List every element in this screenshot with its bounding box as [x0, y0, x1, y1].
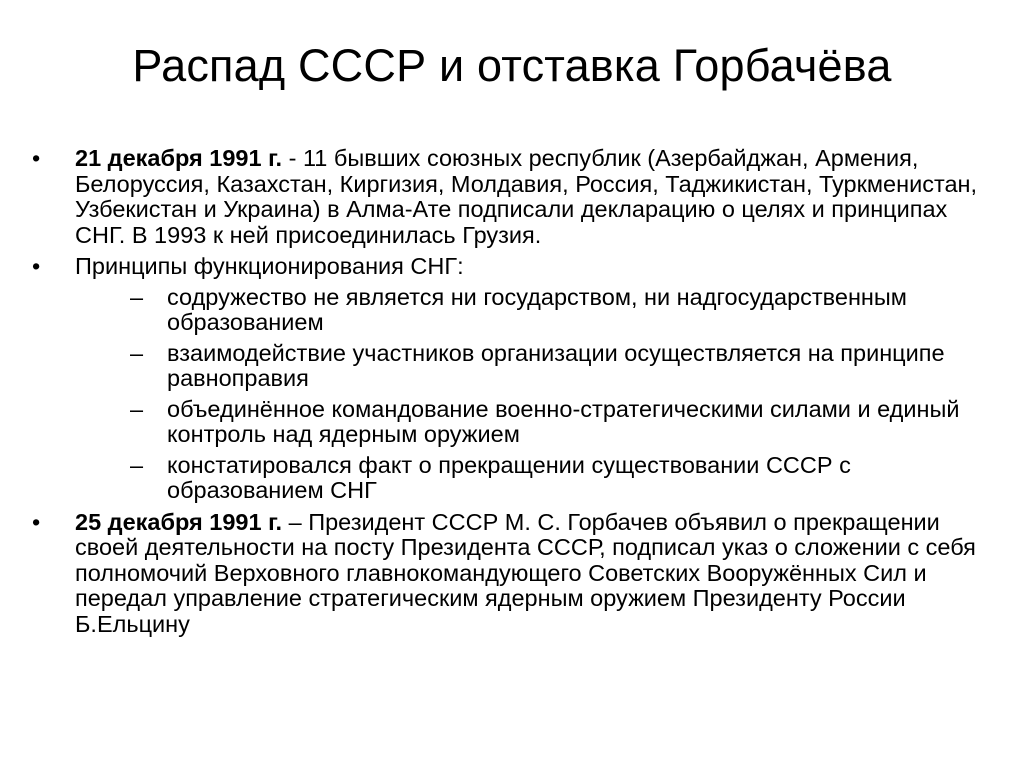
sub-item-text: содружество не является ни государством, ни надгосударственным образованием [167, 283, 907, 335]
sub-list-item [75, 397, 990, 448]
bullet-text: - 11 бывших союзных республик (Азербайджан, Армения, Белоруссия, Казахстан, Киргизия, Молдавия, Россия, Таджикистан, Туркменистан, Узбекистан и Украина) в Алма-Ате подписали декларацию о целях и принципах СНГ. В 1993 к ней присоединилась Грузия. [75, 145, 978, 248]
bullet-marker: • [32, 253, 41, 279]
sub-list-item [75, 285, 990, 336]
sub-marker: – [130, 451, 144, 478]
sub-list-item [75, 341, 990, 392]
sub-marker: – [130, 283, 144, 310]
sub-item-text: объединённое командование военно-стратегическими силами и единый контроль над ядерным оружием [167, 395, 960, 447]
bullet-marker: • [32, 508, 41, 535]
slide-title: Распад СССР и отставка Горбачёва [132, 40, 892, 91]
sub-marker: – [130, 395, 144, 422]
bullet-date: 21 декабря 1991 г. [75, 145, 283, 171]
sub-list [75, 285, 990, 504]
bullet-marker: • [32, 145, 41, 171]
sub-item-text: констатировался факт о прекращении существовании СССР с образованием СНГ [167, 451, 851, 503]
bullet-item [30, 254, 990, 504]
sub-marker: – [130, 339, 144, 366]
bullet-text: Принципы функционирования СНГ: [75, 253, 464, 279]
sub-item-text: взаимодействие участников организации осуществляется на принципе равноправия [167, 339, 945, 391]
bullet-text: – Президент СССР М. С. Горбачев объявил о прекращении своей деятельности на посту Президента СССР, подписал указ о сложении с себя полномочий Верховного главнокомандующего Советских Вооружённых Сил и передал управление стратегическим ядерным оружием Президенту России Б.Ельцину [75, 508, 976, 637]
slide-content [30, 146, 990, 637]
bullet-date: 25 декабря 1991 г. [75, 508, 283, 535]
bullet-item [30, 146, 990, 248]
sub-list-item [75, 453, 990, 504]
bullet-item [30, 510, 990, 638]
